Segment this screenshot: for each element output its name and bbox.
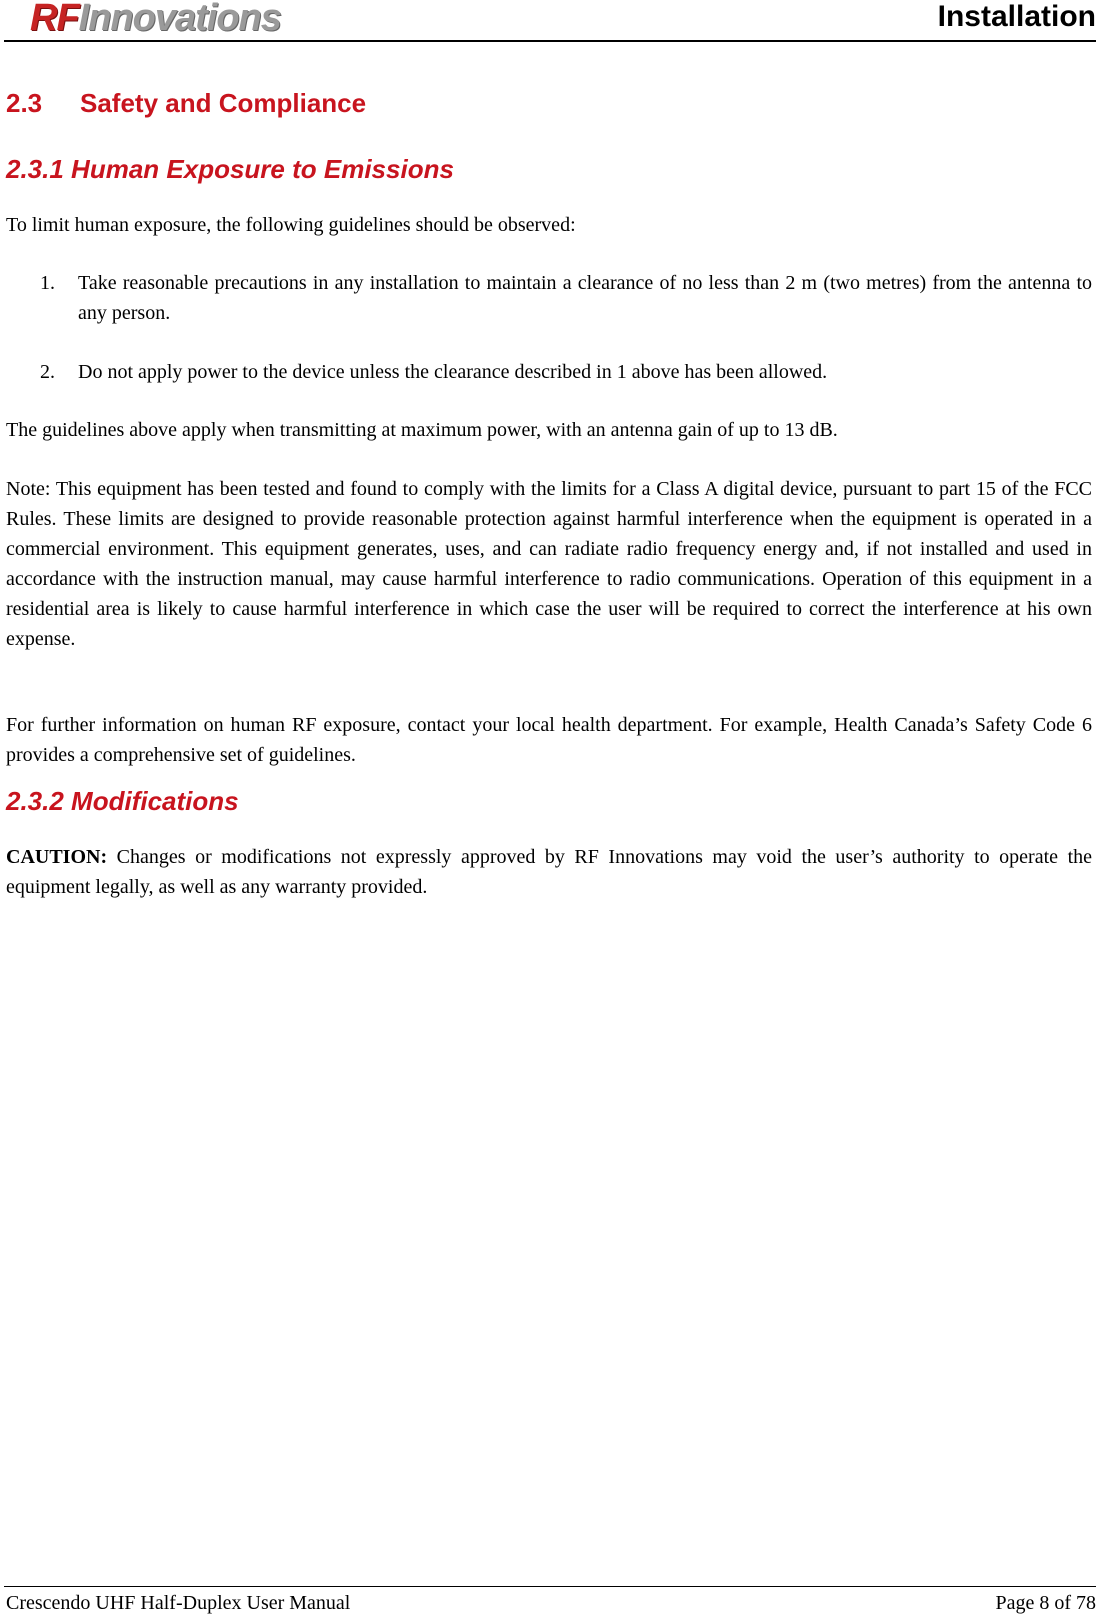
list-item-number: 1. bbox=[40, 272, 55, 294]
logo-rf-text: RF bbox=[30, 0, 79, 39]
page-footer bbox=[4, 1586, 1096, 1614]
intro-paragraph: To limit human exposure, the following guidelines should be observed: bbox=[6, 214, 576, 236]
section-heading bbox=[6, 88, 366, 118]
caution-text: Changes or modifications not expressly approved by RF Innovations may void the user’s authority to operate the equipment legally, as well as any warranty provided. bbox=[6, 846, 1092, 898]
list-item-text: Do not apply power to the device unless the clearance described in 1 above has been allowed. bbox=[78, 361, 828, 383]
list-item-text: Take reasonable precautions in any installation to maintain a clearance of no less than 2 m (two metres) from the antenna to any person. bbox=[78, 272, 1092, 324]
caution-label: CAUTION: bbox=[6, 846, 108, 868]
further-info-paragraph: For further information on human RF exposure, contact your local health department. For example, Health Canada’s Safety Code 6 provides a comprehensive set of guidelines. bbox=[6, 714, 1092, 766]
subsection-heading-modifications: 2.3.2 Modifications bbox=[6, 786, 239, 816]
section-number: 2.3 bbox=[6, 88, 43, 118]
rf-innovations-logo bbox=[30, 0, 281, 40]
caution-paragraph bbox=[6, 842, 1092, 902]
logo-innovations-text: Innovations bbox=[78, 0, 281, 39]
list-item-number: 2. bbox=[40, 361, 55, 383]
page-header bbox=[4, 0, 1096, 42]
header-title: Installation bbox=[937, 0, 1096, 33]
list-item bbox=[40, 357, 1092, 387]
fcc-note-paragraph: Note: This equipment has been tested and found to comply with the limits for a Class A digital device, pursuant to part 15 of the FCC Rules. These limits are designed to provide reasonable protection against harmful interference when the equipment is operated in a commercial environment. This equipment generates, uses, and can radiate radio frequency energy and, if not installed and used in accordance with the instruction manual, may cause harmful interference to radio communications. Operation of this equipment in a residential area is likely to cause harmful interference in which case the user will be required to correct the interference at his own expense. bbox=[6, 478, 1092, 650]
footer-manual-title: Crescendo UHF Half-Duplex User Manual bbox=[6, 1592, 351, 1614]
list-item bbox=[40, 268, 1092, 328]
subsection-heading-exposure: 2.3.1 Human Exposure to Emissions bbox=[6, 154, 454, 184]
section-title: Safety and Compliance bbox=[80, 88, 367, 118]
guidelines-paragraph: The guidelines above apply when transmitting at maximum power, with an antenna gain of up to 13 dB. bbox=[6, 419, 838, 441]
footer-page-number: Page 8 of 78 bbox=[995, 1592, 1096, 1614]
